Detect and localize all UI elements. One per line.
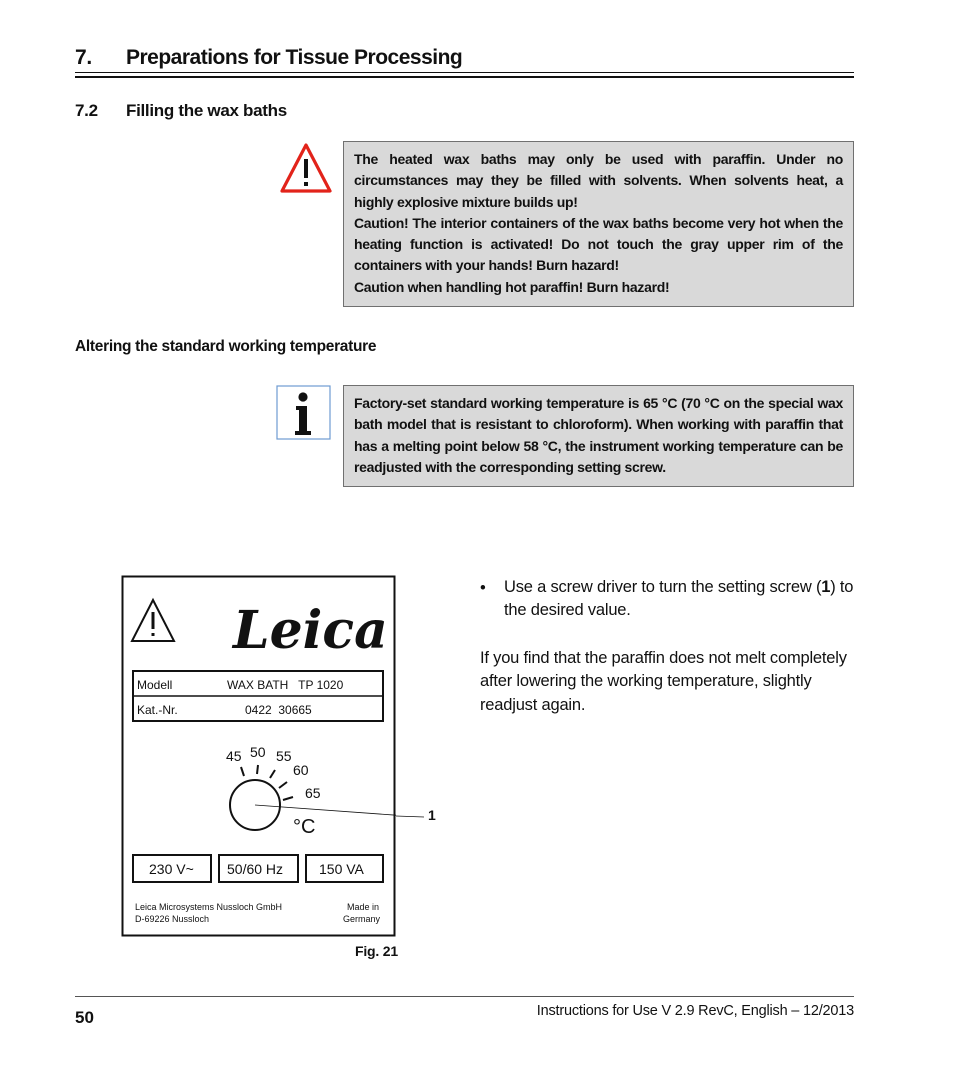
model-label: Modell [137,678,173,692]
warning-triangle-icon [279,142,333,194]
callout-line [396,812,426,820]
warning-box [343,141,854,307]
made-in-line: Made in [347,902,380,912]
subheading: Altering the standard working temperature [75,338,377,355]
cat-value: 0422 30665 [245,703,312,717]
dial-mark: 55 [276,748,292,764]
body-paragraph: If you find that the paraffin does not melt completely after lowering the working temperature, slightly readjust again. [480,649,847,714]
cat-label: Kat.-Nr. [137,703,178,717]
warning-text: Caution when handling hot paraffin! Burn hazard! [354,278,670,295]
maker-line: Leica Microsystems Nussloch GmbH [135,902,283,912]
bullet-text [504,576,856,623]
warning-text: Caution! The interior containers of the wax baths become very hot when the heating function is activated! Do not touch the gray upper rim of the containers with your hands! Burn hazard! [354,214,843,274]
info-box [343,385,854,487]
header-rule [75,72,854,78]
dial-mark: 45 [226,748,242,764]
model-value: WAX BATH TP 1020 [227,678,344,692]
chapter-number: 7. [75,46,92,69]
bullet-reference: 1 [821,578,831,596]
footer-text: Instructions for Use V 2.9 RevC, English – 12/2013 [536,1003,854,1019]
bullet-text-part: ) to the desired value. [504,578,854,620]
bullet-text-part: Use a screw driver to turn the setting screw ( [504,578,822,596]
bullet-marker: • [480,579,486,597]
made-in-line: Germany [343,914,381,924]
callout-number: 1 [428,807,436,823]
dial-mark: 60 [293,762,309,778]
unit-label: °C [293,816,316,838]
info-text: Factory-set standard working temperature is 65 °C (70 °C on the special wax bath model that is resistant to chloroform). When working with paraffin that has a melting point below 58 °C, the instrument working temperature can be readjusted with the corresponding setting screw. [354,395,843,475]
chapter-title: Preparations for Tissue Processing [126,46,463,69]
leica-logo: Leica [233,600,388,661]
maker-line: D-69226 Nussloch [135,914,210,924]
figure-caption: Fig. 21 [355,943,398,959]
warning-text: The heated wax baths may only be used with paraffin. Under no circumstances may they be filled with solvents. When solvents heat, a highly explosive mixture builds up! [354,151,843,210]
info-icon [276,385,331,440]
footer-rule [75,996,854,997]
section-number: 7.2 [75,101,98,120]
dial-mark: 50 [250,744,266,760]
rating-plate-figure [121,575,396,937]
page-number: 50 [75,1008,94,1027]
voltage-spec: 230 V~ [149,861,194,877]
dial-mark: 65 [305,785,321,801]
power-spec: 150 VA [319,861,364,877]
section-title: Filling the wax baths [126,101,287,120]
frequency-spec: 50/60 Hz [227,861,284,877]
